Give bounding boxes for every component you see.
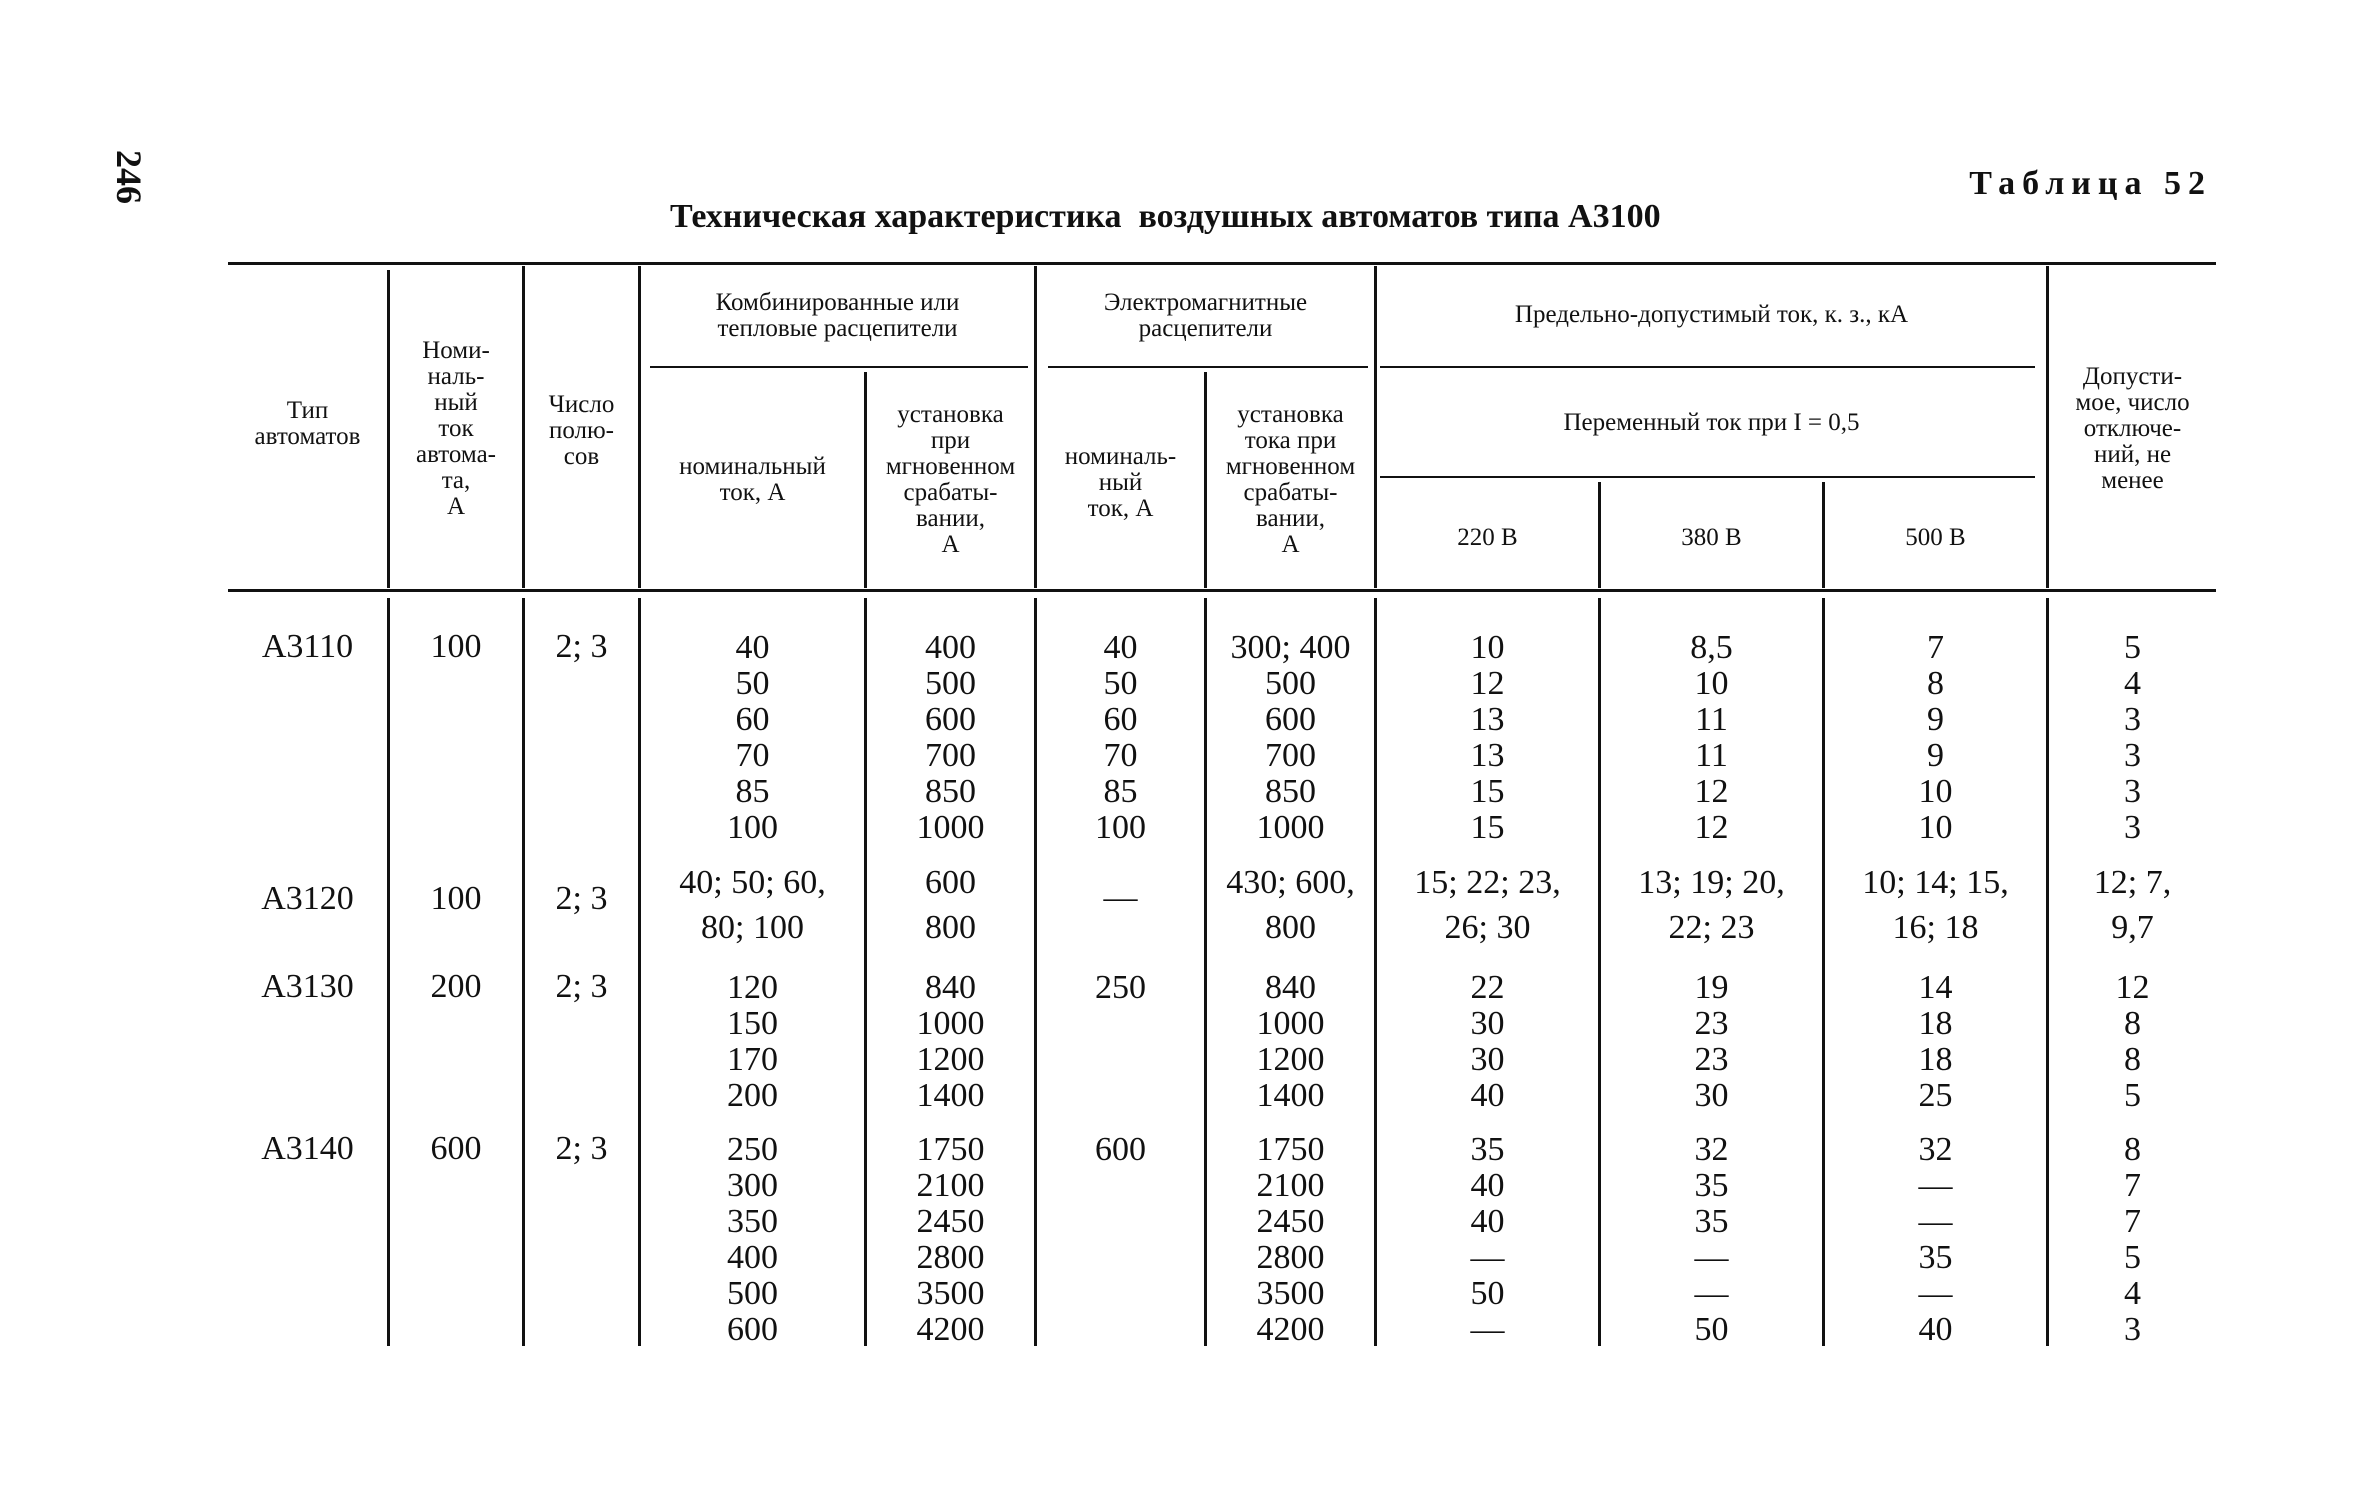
header-combined-group <box>641 290 1034 342</box>
row-allowed <box>2049 1132 2216 1348</box>
cell-line: 2450 <box>916 1203 985 1240</box>
cell-line: 23 <box>1694 1041 1729 1078</box>
cell-line: ток <box>438 415 474 442</box>
cell-line: 35 <box>1470 1131 1505 1168</box>
row-em-setting <box>1207 970 1374 1114</box>
cell-line: 10 <box>1918 773 1953 810</box>
row-220v <box>1377 630 1598 846</box>
cell-line: 1000 <box>916 1005 985 1042</box>
cell-line: 30 <box>1694 1077 1729 1114</box>
cell-line: 850 <box>925 773 976 810</box>
cell-line: 30 <box>1470 1005 1505 1042</box>
cell-line: 23 <box>1694 1005 1729 1042</box>
header-combined-setting <box>867 402 1034 558</box>
row-em-nominal <box>1037 970 1204 1006</box>
row-500v <box>1825 860 2046 950</box>
cell-line: 15 <box>1470 773 1505 810</box>
header-nominal-current <box>390 338 522 520</box>
cell-line: 10; 14; 15, <box>1862 864 2009 901</box>
cell-line: 600 <box>925 701 976 738</box>
cell-line: 22 <box>1470 969 1505 1006</box>
row-allowed <box>2049 860 2216 950</box>
cell-line: 7 <box>2124 1167 2141 1204</box>
cell-line: — <box>1470 1239 1505 1276</box>
cell-line: 1400 <box>916 1077 985 1114</box>
cell-line: 250 <box>727 1131 778 1168</box>
header-poles <box>525 392 638 470</box>
cell-line: ный <box>434 389 478 416</box>
cell-line: 8 <box>1927 665 1944 702</box>
cell-line: 50 <box>1470 1275 1505 1312</box>
ac-subgroup-divider <box>1380 476 2035 478</box>
cell-line: установка <box>1237 401 1344 428</box>
cell-line: 10 <box>1470 629 1505 666</box>
cell-line: 3 <box>2124 809 2141 846</box>
cell-line: Электромагнитные <box>1103 289 1308 316</box>
cell-line: 2100 <box>916 1167 985 1204</box>
row-em-setting <box>1207 1132 1374 1348</box>
cell-line: установка <box>897 401 1004 428</box>
cell-line: 40; 50; 60, <box>679 864 826 901</box>
table-label: Таблица 52 <box>1969 165 2212 202</box>
cell-line: 16; 18 <box>1892 909 1979 946</box>
row-em-nominal <box>1037 630 1204 846</box>
cell-line: 12 <box>1694 809 1729 846</box>
cell-line: 2800 <box>916 1239 985 1276</box>
cell-line: Номи- <box>422 337 490 364</box>
header-bottom-rule <box>228 589 2216 592</box>
cell-line: ток, А <box>1087 495 1154 522</box>
cell-line: 1400 <box>1256 1077 1325 1114</box>
cell-line: 30 <box>1470 1041 1505 1078</box>
row-poles: 2; 3 <box>555 1130 608 1167</box>
row-poles: 2; 3 <box>555 628 608 665</box>
cell-line: 150 <box>727 1005 778 1042</box>
cell-line: Тип <box>286 397 329 424</box>
cell-line: 85 <box>1103 773 1138 810</box>
cell-line: 170 <box>727 1041 778 1078</box>
cell-line: 35 <box>1694 1167 1729 1204</box>
cell-line: 1750 <box>1256 1131 1325 1168</box>
cell-line: 85 <box>735 773 770 810</box>
cell-line: та, <box>441 467 471 494</box>
cell-line: 3 <box>2124 737 2141 774</box>
header-limit-group: Предельно-допустимый ток, к. з., кА <box>1514 301 1909 328</box>
row-em-nominal <box>1037 880 1204 916</box>
cell-line: 40 <box>735 629 770 666</box>
cell-line: 100 <box>1095 809 1146 846</box>
cell-line: 2450 <box>1256 1203 1325 1240</box>
row-type: А3120 <box>261 880 354 917</box>
cell-line: 3 <box>2124 701 2141 738</box>
cell-line: вании, <box>916 505 985 532</box>
cell-line: 840 <box>925 969 976 1006</box>
cell-line: 3500 <box>916 1275 985 1312</box>
cell-line: 4 <box>2124 1275 2141 1312</box>
cell-line: сов <box>563 443 600 470</box>
cell-line: отключе- <box>2083 415 2182 442</box>
cell-line: 60 <box>735 701 770 738</box>
cell-line: 700 <box>1265 737 1316 774</box>
row-nominal: 100 <box>430 628 482 665</box>
cell-line: ний, не <box>2093 441 2172 468</box>
cell-line: 40 <box>1470 1167 1505 1204</box>
cell-line: наль- <box>427 363 485 390</box>
cell-line: 8,5 <box>1690 629 1733 666</box>
row-nominal: 600 <box>430 1130 482 1167</box>
cell-line: 2100 <box>1256 1167 1325 1204</box>
row-combined-nominal <box>641 1132 864 1348</box>
row-nominal: 100 <box>430 880 482 917</box>
em-group-divider <box>1048 366 1368 368</box>
row-combined-setting <box>867 860 1034 950</box>
cell-line: мгновенном <box>885 453 1016 480</box>
cell-line: ный <box>1098 469 1143 496</box>
cell-line: 50 <box>735 665 770 702</box>
cell-line: 250 <box>1095 969 1146 1006</box>
cell-line: — <box>1694 1239 1729 1276</box>
cell-line: 18 <box>1918 1005 1953 1042</box>
cell-line: — <box>1918 1167 1953 1204</box>
cell-line: 350 <box>727 1203 778 1240</box>
cell-line: 32 <box>1918 1131 1953 1168</box>
cell-line: 7 <box>1927 629 1944 666</box>
combined-group-divider <box>650 366 1028 368</box>
row-allowed <box>2049 970 2216 1114</box>
row-type: А3130 <box>261 968 354 1005</box>
cell-line: 8 <box>2124 1005 2141 1042</box>
page-number: 246 <box>109 150 149 204</box>
cell-line: 40 <box>1470 1077 1505 1114</box>
cell-line: 4200 <box>1256 1311 1325 1348</box>
cell-line: 5 <box>2124 1239 2141 1276</box>
cell-line: 40 <box>1103 629 1138 666</box>
cell-line: 700 <box>925 737 976 774</box>
cell-line: 12 <box>1694 773 1729 810</box>
cell-line: 3500 <box>1256 1275 1325 1312</box>
cell-line: 32 <box>1694 1131 1729 1168</box>
cell-line: 1000 <box>916 809 985 846</box>
cell-line: 11 <box>1695 737 1728 774</box>
cell-line: — <box>1470 1311 1505 1348</box>
header-em-setting <box>1207 402 1374 558</box>
header-type <box>228 398 387 450</box>
row-em-nominal <box>1037 1132 1204 1168</box>
cell-line: 15; 22; 23, <box>1414 864 1561 901</box>
cell-line: 600 <box>925 864 976 901</box>
cell-line: 4 <box>2124 665 2141 702</box>
cell-line: 7 <box>2124 1203 2141 1240</box>
cell-line: 9 <box>1927 701 1944 738</box>
cell-line: ток, А <box>719 479 786 506</box>
cell-line: 600 <box>727 1311 778 1348</box>
cell-line: автома- <box>416 441 496 468</box>
cell-line: 9,7 <box>2111 909 2154 946</box>
cell-line: 12 <box>2115 969 2150 1006</box>
cell-line: А <box>941 531 960 558</box>
header-500v: 500 В <box>1905 524 1966 551</box>
cell-line: 850 <box>1265 773 1316 810</box>
cell-line: 22; 23 <box>1668 909 1755 946</box>
cell-line: 13 <box>1470 701 1505 738</box>
row-poles: 2; 3 <box>555 968 608 1005</box>
row-220v <box>1377 1132 1598 1348</box>
cell-line: Число <box>548 391 615 418</box>
header-em-nominal <box>1037 444 1204 522</box>
cell-line: 120 <box>727 969 778 1006</box>
cell-line: срабаты- <box>1243 479 1338 506</box>
cell-line: 14 <box>1918 969 1953 1006</box>
cell-line: 70 <box>735 737 770 774</box>
cell-line: мое, число <box>2075 389 2190 416</box>
table-top-rule <box>228 262 2216 265</box>
cell-line: 300; 400 <box>1230 629 1351 666</box>
row-220v <box>1377 970 1598 1114</box>
cell-line: 8 <box>2124 1041 2141 1078</box>
cell-line: 19 <box>1694 969 1729 1006</box>
cell-line: 26; 30 <box>1444 909 1531 946</box>
cell-line: 500 <box>1265 665 1316 702</box>
row-combined-setting <box>867 970 1034 1114</box>
row-500v <box>1825 970 2046 1114</box>
cell-line: 4200 <box>916 1311 985 1348</box>
cell-line: при <box>930 427 971 454</box>
cell-line: вании, <box>1256 505 1325 532</box>
row-220v <box>1377 860 1598 950</box>
header-ac-subgroup: Переменный ток при I = 0,5 <box>1563 409 1860 436</box>
cell-line: 40 <box>1470 1203 1505 1240</box>
table-title: Техническая характеристика воздушных автоматов типа А3100 <box>670 198 1661 235</box>
row-combined-setting <box>867 630 1034 846</box>
cell-line: 11 <box>1695 701 1728 738</box>
row-380v <box>1601 970 1822 1114</box>
header-combined-nominal <box>641 454 864 506</box>
cell-line: тока при <box>1244 427 1337 454</box>
cell-line: 70 <box>1103 737 1138 774</box>
cell-line: 500 <box>925 665 976 702</box>
row-type: А3110 <box>261 628 354 665</box>
cell-line: 1750 <box>916 1131 985 1168</box>
header-220v: 220 В <box>1457 524 1518 551</box>
cell-line: полю- <box>548 417 615 444</box>
cell-line: 9 <box>1927 737 1944 774</box>
row-combined-nominal <box>641 630 864 846</box>
row-380v <box>1601 630 1822 846</box>
cell-line: А <box>446 493 466 520</box>
row-em-setting <box>1207 630 1374 846</box>
cell-line: 35 <box>1918 1239 1953 1276</box>
cell-line: 840 <box>1265 969 1316 1006</box>
cell-line: 1000 <box>1256 809 1325 846</box>
row-combined-nominal <box>641 860 864 950</box>
row-poles: 2; 3 <box>555 880 608 917</box>
cell-line: 8 <box>2124 1131 2141 1168</box>
row-500v <box>1825 1132 2046 1348</box>
cell-line: Допусти- <box>2082 363 2183 390</box>
cell-line: 3 <box>2124 773 2141 810</box>
cell-line: 500 <box>727 1275 778 1312</box>
cell-line: 35 <box>1694 1203 1729 1240</box>
cell-line: 12 <box>1470 665 1505 702</box>
cell-line: 40 <box>1918 1311 1953 1348</box>
cell-line: менее <box>2101 467 2164 494</box>
cell-line: тепловые расцепители <box>717 315 958 342</box>
cell-line: автоматов <box>254 423 361 450</box>
cell-line: 400 <box>925 629 976 666</box>
cell-line: 10 <box>1918 809 1953 846</box>
cell-line: 12; 7, <box>2093 864 2172 901</box>
cell-line: 50 <box>1694 1311 1729 1348</box>
cell-line: — <box>1694 1275 1729 1312</box>
cell-line: мгновенном <box>1225 453 1356 480</box>
cell-line: расцепители <box>1138 315 1273 342</box>
cell-line: 300 <box>727 1167 778 1204</box>
cell-line: 800 <box>925 909 976 946</box>
cell-line: 18 <box>1918 1041 1953 1078</box>
cell-line: 50 <box>1103 665 1138 702</box>
row-combined-setting <box>867 1132 1034 1348</box>
cell-line: номинальный <box>679 453 826 480</box>
header-em-group <box>1037 290 1374 342</box>
limit-group-divider <box>1380 366 2035 368</box>
row-nominal: 200 <box>430 968 482 1005</box>
cell-line: 60 <box>1103 701 1138 738</box>
cell-line: Комбинированные или <box>715 289 960 316</box>
cell-line: 25 <box>1918 1077 1953 1114</box>
cell-line: номиналь- <box>1064 443 1177 470</box>
cell-line: 600 <box>1095 1131 1146 1168</box>
cell-line: — <box>1918 1275 1953 1312</box>
cell-line: А <box>1281 531 1300 558</box>
cell-line: 800 <box>1265 909 1316 946</box>
row-500v <box>1825 630 2046 846</box>
cell-line: срабаты- <box>903 479 998 506</box>
header-380v: 380 В <box>1681 524 1742 551</box>
cell-line: 2800 <box>1256 1239 1325 1276</box>
row-380v <box>1601 860 1822 950</box>
row-allowed <box>2049 630 2216 846</box>
cell-line: 1200 <box>1256 1041 1325 1078</box>
row-combined-nominal <box>641 970 864 1114</box>
cell-line: 400 <box>727 1239 778 1276</box>
cell-line: — <box>1918 1203 1953 1240</box>
cell-line: 200 <box>727 1077 778 1114</box>
cell-line: 13 <box>1470 737 1505 774</box>
header-allowed-disconnections <box>2049 364 2216 494</box>
cell-line: 430; 600, <box>1226 864 1355 901</box>
cell-line: 600 <box>1265 701 1316 738</box>
cell-line: 10 <box>1694 665 1729 702</box>
cell-line: 1000 <box>1256 1005 1325 1042</box>
cell-line: 5 <box>2124 629 2141 666</box>
cell-line: 5 <box>2124 1077 2141 1114</box>
cell-line: — <box>1103 879 1138 916</box>
cell-line: 1200 <box>916 1041 985 1078</box>
row-type: А3140 <box>261 1130 354 1167</box>
cell-line: 15 <box>1470 809 1505 846</box>
cell-line: 100 <box>727 809 778 846</box>
row-em-setting <box>1207 860 1374 950</box>
cell-line: 13; 19; 20, <box>1638 864 1785 901</box>
cell-line: 80; 100 <box>701 909 804 946</box>
row-380v <box>1601 1132 1822 1348</box>
cell-line: 3 <box>2124 1311 2141 1348</box>
